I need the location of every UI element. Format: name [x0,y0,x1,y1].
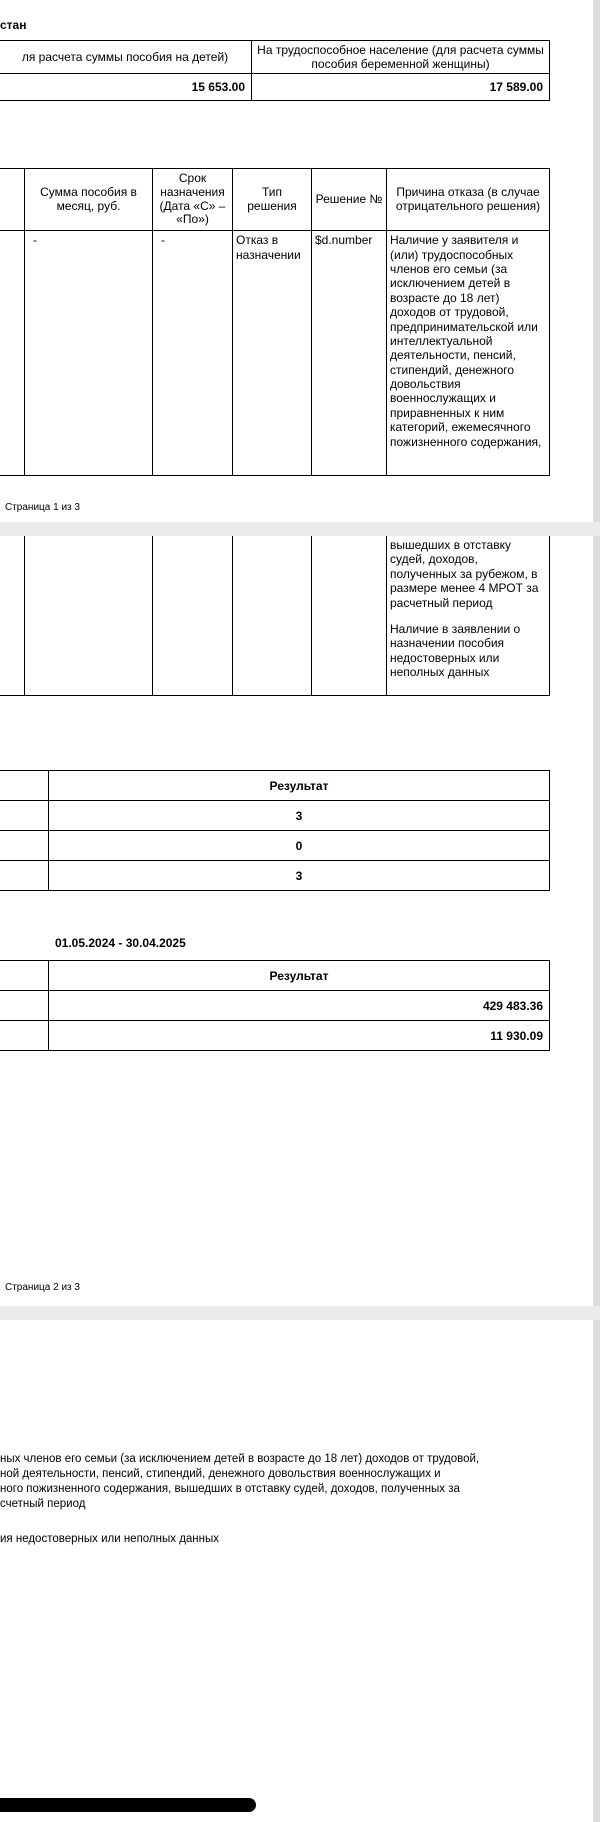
cut-label-cell [0,801,49,831]
term-cell: - [153,231,233,476]
table-row [0,991,550,1021]
children-minimum-header: ля расчета суммы пособия на детей) [0,41,252,74]
result-header: Результат [49,771,550,801]
refusal-reason-text [0,1452,560,1512]
decision-type-cell [233,536,312,696]
cut-label-cell [0,861,49,891]
subsistence-minimum-table [0,40,550,101]
refusal-reason-2-text: ия недостоверных или неполных данных [0,1533,220,1545]
working-population-value: 17 589.00 [252,74,550,101]
refusal-reason-2: Наличие в заявлении о назначении пособия недостоверных или неполных данных [390,621,521,680]
table-row [0,536,550,696]
reason-line: ной деятельности, пенсий, стипендий, денежного довольствия военнослужащих и [0,1467,441,1480]
decision-number-header: Решение № [312,169,387,231]
result-header: Результат [49,961,550,991]
result-value: 3 [49,801,550,831]
page-footer: Страница 1 из 3 [5,502,80,513]
page-footer: Страница 2 из 3 [5,1282,80,1293]
working-population-header: На трудоспособное население (для расчета суммы пособия беременной женщины) [252,41,550,74]
decision-number-cell [312,536,387,696]
decision-table [0,168,550,476]
top-fragment-text: стан [0,18,27,32]
table-row [0,231,550,476]
decision-table-continuation [0,536,550,696]
page-edge [593,1320,600,1822]
decision-type-header: Тип решения [233,169,312,231]
decision-table-header [0,169,550,231]
family-count-table [0,770,550,891]
cut-label-cell [0,991,49,1021]
document-page-2 [0,536,593,1306]
document-page-1 [0,0,593,522]
term-cell [153,536,233,696]
document-page-3 [0,1320,593,1822]
table-row [0,1021,550,1051]
reason-line: ного пожизненного содержания, вышедших в отставку судей, доходов, полученных за [0,1482,460,1495]
refusal-reason-header: Причина отказа (в случае отрицательного решения) [387,169,550,231]
benefit-sum-header: Сумма пособия в месяц, руб. [25,169,153,231]
cut-label-cell [0,831,49,861]
home-indicator-bar[interactable] [0,1798,256,1812]
page-edge [593,536,600,1306]
benefit-sum-cell [25,536,153,696]
result-value: 429 483.36 [49,991,550,1021]
result-value: 11 930.09 [49,1021,550,1051]
reason-line: ных членов его семьи (за исключением детей в возрасте до 18 лет) доходов от трудовой, [0,1453,480,1465]
cut-column-cell [0,231,25,476]
decision-number-cell: $d.number [312,231,387,476]
decision-type-cell: Отказ в назначении [233,231,312,476]
term-header: Срок назначения (Дата «С» – «По») [153,169,233,231]
refusal-reason-cell: Наличие у заявителя и (или) трудоспособных членов его семьи (за исключением детей в возрасте до 18 лет) доходов от трудовой, предпринимательской или интеллектуальной деятельности, пенсий, стипендий, денежного довольствия военнослужащих и приравненных к ним категорий, ежемесячного пожизненного содержания, [387,231,550,476]
reason-line: счетный период [0,1497,86,1510]
page-edge [593,0,600,522]
table-row [0,831,550,861]
cut-column-header [0,169,25,231]
benefit-sum-cell: - [25,231,153,476]
refusal-reason-cell [387,536,550,696]
cut-label-cell [0,961,49,991]
cut-column-cell [0,536,25,696]
result-value: 3 [49,861,550,891]
refusal-reason-continuation: вышедших в отставку судей, доходов, полученных за рубежом, в размере менее 4 МРОТ за расчетный период [390,538,539,610]
cut-label-cell [0,1021,49,1051]
income-period: 01.05.2024 - 30.04.2025 [55,936,186,950]
table-row [0,801,550,831]
children-minimum-value: 15 653.00 [0,74,252,101]
cut-label-cell [0,771,49,801]
result-value: 0 [49,831,550,861]
table-row [0,861,550,891]
income-table [0,960,550,1051]
